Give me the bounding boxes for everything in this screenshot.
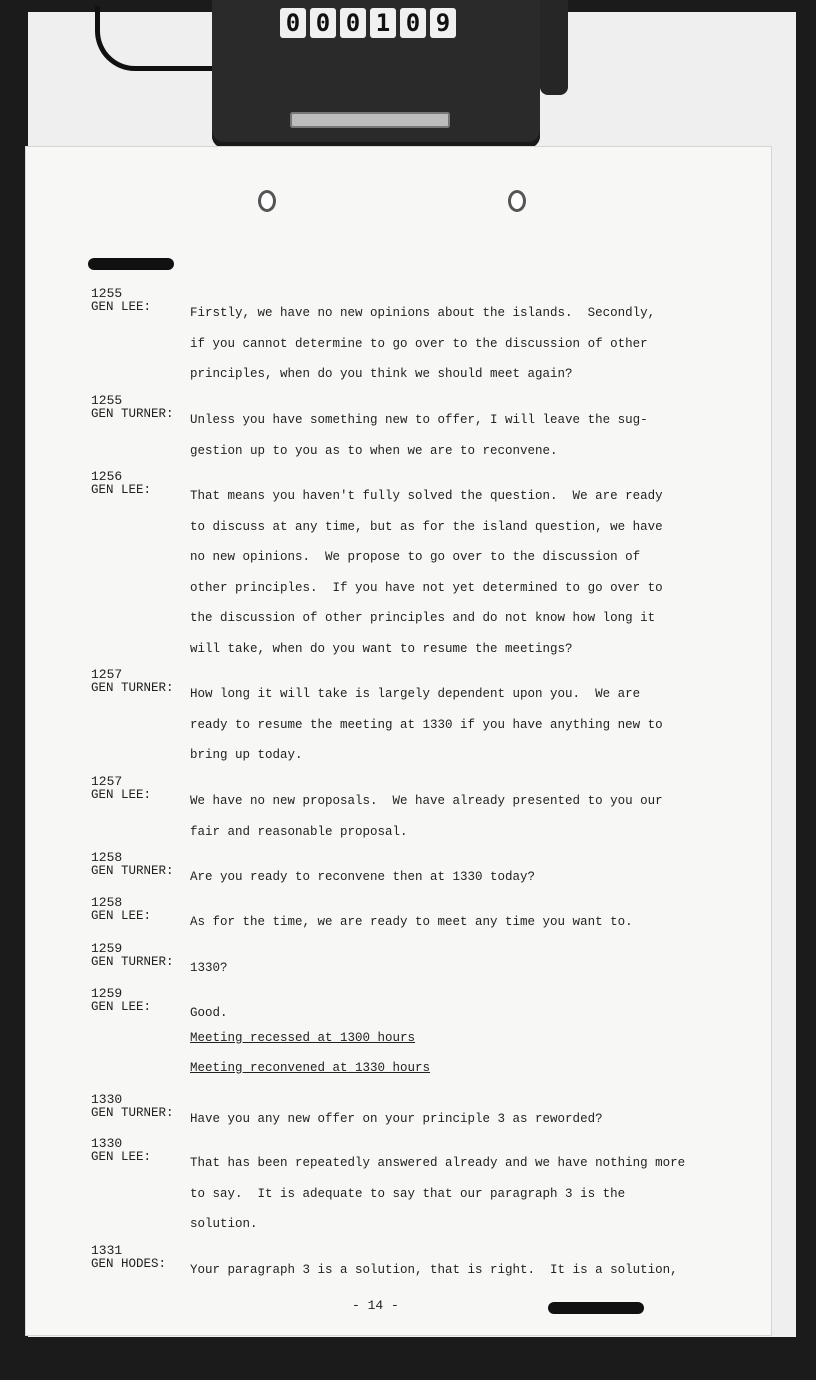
entry-time: 1330 xyxy=(91,1092,123,1107)
recess-note: Meeting recessed at 1300 hours xyxy=(190,1031,416,1045)
speech-line: solution. xyxy=(190,1217,258,1231)
entry-speech xyxy=(190,1148,710,1240)
entry-time: 1258 xyxy=(91,895,123,910)
entry-time: 1259 xyxy=(91,941,123,956)
entry-time: 1331 xyxy=(91,1243,123,1258)
entry-speaker: GEN TURNER: xyxy=(91,1106,174,1120)
speech-line: That means you haven't fully solved the question. We are ready xyxy=(190,489,663,503)
counter-digit: 0 xyxy=(280,8,306,38)
page-number: - 14 - xyxy=(352,1298,399,1313)
speech-line: How long it will take is largely dependent upon you. We are xyxy=(190,687,641,701)
entry-speaker: GEN TURNER: xyxy=(91,407,174,421)
entry-speaker: GEN TURNER: xyxy=(91,681,174,695)
entry-speaker: GEN HODES: xyxy=(91,1257,167,1271)
entry-time: 1255 xyxy=(91,286,123,301)
entry-speaker: GEN TURNER: xyxy=(91,955,174,969)
entry-time: 1257 xyxy=(91,774,123,789)
entry-speech xyxy=(190,481,710,664)
entry-speaker: GEN LEE: xyxy=(91,909,152,923)
speech-line: bring up today. xyxy=(190,748,303,762)
entry-speaker: GEN LEE: xyxy=(91,1000,152,1014)
speech-line: Your paragraph 3 is a solution, that is right. It is a solution, xyxy=(190,1263,678,1277)
speech-line: Firstly, we have no new opinions about the islands. Secondly, xyxy=(190,306,656,320)
speech-line: Good. xyxy=(190,1006,228,1020)
speech-line: That has been repeatedly answered already and we have nothing more xyxy=(190,1156,686,1170)
entry-speech xyxy=(190,405,710,466)
counter-digit: 0 xyxy=(340,8,366,38)
entry-speaker: GEN LEE: xyxy=(91,788,152,802)
counter-digit: 0 xyxy=(310,8,336,38)
entry-speaker: GEN LEE: xyxy=(91,1150,152,1164)
speech-line: Are you ready to reconvene then at 1330 today? xyxy=(190,870,536,884)
entry-speech xyxy=(190,907,710,938)
entry-time: 1330 xyxy=(91,1136,123,1151)
counter-digit: 1 xyxy=(370,8,396,38)
speech-line: will take, when do you want to resume the meetings? xyxy=(190,641,573,656)
counter-nameplate xyxy=(290,112,450,128)
speech-line: We have no new proposals. We have already presented to you our xyxy=(190,794,663,808)
redaction-mark xyxy=(88,258,174,270)
entry-time: 1259 xyxy=(91,986,123,1001)
entry-speech xyxy=(190,1104,710,1135)
entry-speech xyxy=(190,786,710,847)
entry-time: 1256 xyxy=(91,469,123,484)
speech-line: no new opinions. We propose to go over to the discussion of xyxy=(190,550,641,564)
speech-line: As for the time, we are ready to meet any time you want to. xyxy=(190,915,633,929)
speech-line: to say. It is adequate to say that our paragraph 3 is the xyxy=(190,1186,626,1201)
speech-line: to discuss at any time, but as for the island question, we have xyxy=(190,519,663,534)
speech-line: if you cannot determine to go over to the discussion of other xyxy=(190,336,648,351)
punch-hole xyxy=(508,190,526,212)
speech-line: gestion up to you as to when we are to reconvene. xyxy=(190,443,558,458)
counter-digit: 0 xyxy=(400,8,426,38)
entry-speech xyxy=(190,298,710,390)
frame-counter-digits xyxy=(280,8,456,40)
entry-speaker: GEN LEE: xyxy=(91,300,152,314)
entry-speech xyxy=(190,679,710,771)
entry-speaker: GEN TURNER: xyxy=(91,864,174,878)
counter-cable xyxy=(95,6,220,71)
speech-line: Unless you have something new to offer, I will leave the sug- xyxy=(190,413,648,427)
speech-line: ready to resume the meeting at 1330 if you have anything new to xyxy=(190,717,663,732)
speech-line: other principles. If you have not yet determined to go over to xyxy=(190,580,663,595)
redaction-mark xyxy=(548,1302,644,1314)
entry-speech xyxy=(190,862,710,893)
speech-line: Have you any new offer on your principle 3 as reworded? xyxy=(190,1112,603,1126)
speech-line: 1330? xyxy=(190,961,228,975)
entry-time: 1258 xyxy=(91,850,123,865)
counter-post xyxy=(540,0,568,95)
punch-hole xyxy=(258,190,276,212)
counter-digit: 9 xyxy=(430,8,456,38)
entry-time: 1257 xyxy=(91,667,123,682)
entry-speech xyxy=(190,953,710,984)
entry-time: 1255 xyxy=(91,393,123,408)
entry-speech xyxy=(190,998,710,1029)
entry-speech xyxy=(190,1255,710,1286)
entry-speaker: GEN LEE: xyxy=(91,483,152,497)
speech-line: principles, when do you think we should meet again? xyxy=(190,367,573,381)
reconvene-note: Meeting reconvened at 1330 hours xyxy=(190,1061,431,1075)
speech-line: fair and reasonable proposal. xyxy=(190,824,408,839)
speech-line: the discussion of other principles and do not know how long it xyxy=(190,611,656,625)
